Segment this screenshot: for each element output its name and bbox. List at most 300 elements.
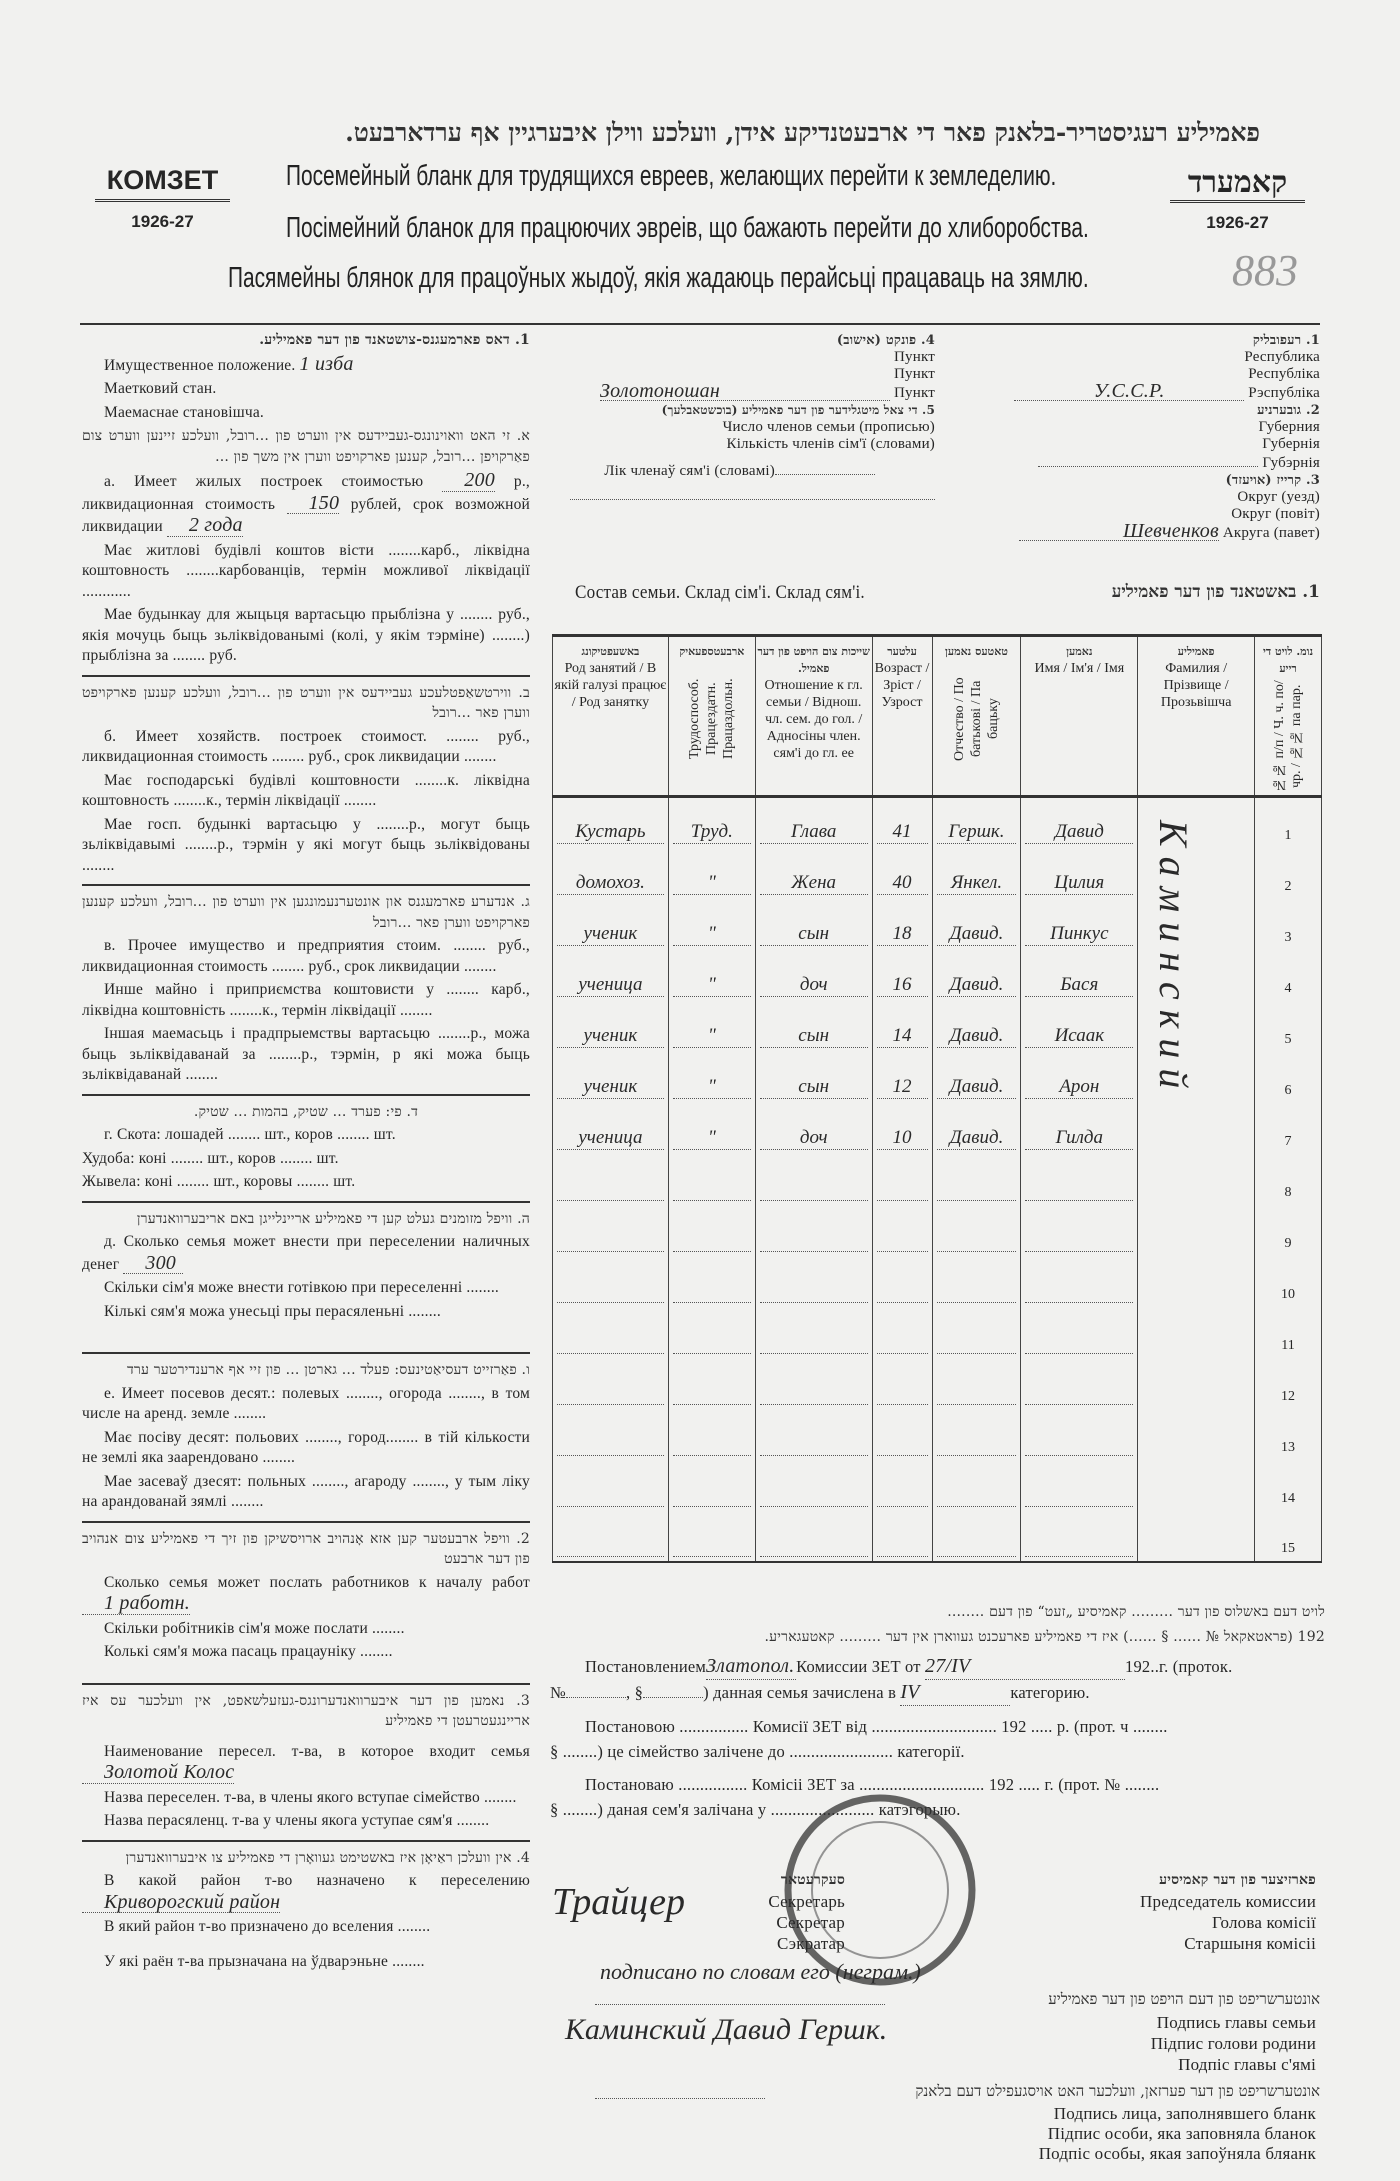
head-label-uk: Підпис голови родини — [1150, 2034, 1316, 2053]
cell-value[interactable] — [673, 1302, 751, 1303]
table-cell — [932, 848, 1021, 899]
head-signature[interactable]: Каминский Давид Гершк. — [565, 2013, 888, 2046]
decision-paragraph-value[interactable] — [643, 1697, 703, 1698]
filler-labels — [900, 2104, 1316, 2164]
row-number: 13 — [1281, 1439, 1296, 1455]
table-cell — [668, 797, 755, 848]
d-ru: г. Скота: лошадей ........ шт., коров ........ шт. — [104, 1126, 396, 1143]
table-row — [553, 1154, 1322, 1205]
head-label-by: Подпіс главы с'ямі — [1178, 2055, 1316, 2074]
cell-value[interactable] — [1025, 1556, 1133, 1557]
table-cell — [1021, 1460, 1138, 1511]
a-term-value[interactable]: 2 года — [167, 515, 243, 537]
chair-labels — [1000, 1870, 1316, 1954]
table-cell — [755, 1358, 872, 1409]
cell-value[interactable] — [557, 1353, 664, 1354]
table-cell — [932, 797, 1021, 848]
cell-value[interactable]: " — [673, 1076, 751, 1099]
table-cell — [1021, 1103, 1138, 1154]
head-signature-line — [595, 2004, 885, 2005]
secretary-labels — [705, 1870, 845, 1954]
table-row — [553, 1001, 1322, 1052]
decision-section: לויט דעם באשלוס פון דער ......... קאמיסיע „זעט“ פון דעם ........ 192 (פראטאקאל № ...... § ......) איז די פאמיליע פארעכנט געווארן אין דער ......... קאטעגאריע. ПостановлениемЗлатопол. Комиссии ЗЕТ от 27/IV 192..г. (проток. № , § ) данная семья зачислена в IV категорию. Постановою ................ Комисії ЗЕТ від ............................. 192 ..... р. (прот. ч ........ § ........) це сімейство залічене до ........................ категорії. Постановаю ................ Комісіі ЗЕТ за ............................. 192 ..... г. (прот. № ........ § ........) даная сем'я залічана у ........................ катэгорыю. — [550, 1600, 1325, 1822]
table-cell — [1021, 797, 1138, 848]
cell-value[interactable]: " — [673, 923, 751, 946]
table-cell — [872, 950, 932, 1001]
cell-value[interactable]: 41 — [877, 821, 928, 844]
table-cell — [932, 1205, 1021, 1256]
members-label-yi: 5. די צאל מיטגלידער פון דער פאמיליע (בוכשטאבלעך) — [661, 403, 935, 417]
a-by: Мае будынкау для жыцьця вартасьцю прыблізна у ........ руб., якія мочуць быць зьліквідованымі (колі, у якім тэрміне) ........) прыблізна за ........ руб. — [82, 606, 530, 664]
cell-value[interactable]: 18 — [877, 923, 928, 946]
org-left: КОМЗЕТ — [95, 165, 230, 202]
table-cell — [872, 1001, 932, 1052]
cell-value[interactable] — [760, 1404, 868, 1405]
cell-value[interactable] — [557, 1506, 664, 1507]
cell-value[interactable] — [937, 1302, 1017, 1303]
cell-value[interactable] — [673, 1506, 751, 1507]
cell-value[interactable] — [937, 1200, 1017, 1201]
table-cell — [1138, 1256, 1255, 1307]
title-belarusian: Пасямейны блянок для працоўных жыдоў, якія жадаюць перайсьці працаваць на зямлю. — [228, 262, 1089, 294]
row-number: 8 — [1284, 1184, 1292, 1200]
table-row — [553, 1103, 1322, 1154]
cell-value[interactable] — [557, 1556, 664, 1557]
cell-value[interactable] — [877, 1404, 928, 1405]
table-cell — [668, 1460, 755, 1511]
column-header-text: Отчество / По батькові / Па бацьку — [951, 677, 1001, 761]
table-cell — [932, 1460, 1021, 1511]
table-cell — [755, 950, 872, 1001]
row-number: 12 — [1281, 1388, 1296, 1404]
cell-value[interactable]: доч — [760, 1127, 868, 1150]
column-header-text: №№ п/п / Ч. ч. по/чр. / №№ па пар. — [1272, 680, 1305, 792]
province-label-uk: Губернія — [1262, 436, 1320, 452]
table-cell — [668, 1256, 755, 1307]
g-yi: 2. וויפל ארבעטער קען אזא אָנהויב ארויסשיקן פון זיך די פאמיליע צום אנהויב פון דער ארבעט — [82, 1530, 530, 1567]
row-number: 3 — [1284, 929, 1292, 945]
province-value[interactable] — [1038, 453, 1258, 467]
table-cell — [1021, 899, 1138, 950]
table-cell — [553, 1358, 669, 1409]
decision-ru-text: категорию. — [1010, 1683, 1090, 1702]
district-label-uk: Округ (повіт) — [1231, 506, 1320, 522]
table-cell — [1021, 1511, 1138, 1562]
table-cell — [872, 1205, 932, 1256]
header-divider — [80, 323, 1320, 325]
cell-value[interactable]: ученик — [557, 1025, 664, 1048]
location-republic-province-district — [960, 332, 1320, 542]
cell-value[interactable] — [557, 1302, 664, 1303]
cell-value[interactable] — [673, 1200, 751, 1201]
secretary-label-ru: Секретарь — [768, 1892, 845, 1911]
point-label-by: Пункт — [893, 385, 935, 401]
column-header — [932, 636, 1021, 797]
i-ru: В какой район т-во назначено к переселению — [104, 1872, 530, 1889]
cell-value[interactable] — [937, 1506, 1017, 1507]
column-header-yi: עלטער — [887, 645, 917, 658]
cell-value[interactable] — [877, 1506, 928, 1507]
cell-value[interactable]: Гилда — [1025, 1127, 1133, 1150]
table-cell — [932, 1358, 1021, 1409]
column-header — [1138, 636, 1255, 797]
location-point-members — [560, 332, 935, 500]
family-heading-yi: 1. באשטאנד פון דער פאמיליע — [1111, 582, 1320, 602]
column-header-text: Фамилия / Прізвище / Прозьвішча — [1160, 661, 1232, 710]
column-header — [553, 636, 669, 797]
column-header-yi: נאמען — [1066, 645, 1093, 658]
table-cell — [755, 1256, 872, 1307]
cell-value[interactable] — [1025, 1302, 1133, 1303]
cell-value[interactable] — [673, 1353, 751, 1354]
cell-value[interactable] — [557, 1251, 664, 1252]
table-cell — [1255, 1409, 1322, 1460]
table-cell — [755, 899, 872, 950]
cell-value[interactable] — [937, 1404, 1017, 1405]
decision-protocol-value[interactable] — [566, 1697, 626, 1698]
table-cell — [1255, 1205, 1322, 1256]
table-cell — [1255, 1154, 1322, 1205]
cell-value[interactable]: Бася — [1025, 974, 1133, 997]
cell-value[interactable] — [1025, 1404, 1133, 1405]
table-cell — [1021, 848, 1138, 899]
table-cell — [553, 1205, 669, 1256]
f-yi: ו. פאַרזייט דעסיאַטינעס: פעלד ... גארטן ... פון זיי אף ארענדירטער ערד — [126, 1362, 530, 1378]
cell-value[interactable]: Исаак — [1025, 1025, 1133, 1048]
secretary-label-by: Сэкратар — [777, 1934, 845, 1953]
table-cell — [1138, 1307, 1255, 1358]
komzet-logo — [95, 165, 230, 232]
a-liquidation-value[interactable]: 150 — [287, 493, 340, 515]
s1-value[interactable]: 1 изба — [299, 352, 354, 375]
property-section — [82, 330, 530, 1975]
table-cell — [755, 848, 872, 899]
table-cell — [755, 1103, 872, 1154]
cell-value[interactable]: сын — [760, 1025, 868, 1048]
members-value-line — [570, 492, 935, 500]
row-number: 7 — [1284, 1133, 1292, 1149]
decision-date-value[interactable]: 27/IV — [925, 1654, 1125, 1680]
row-number: 14 — [1281, 1490, 1296, 1506]
cell-value[interactable]: сын — [760, 923, 868, 946]
cell-value[interactable] — [673, 1404, 751, 1405]
table-cell — [1021, 1307, 1138, 1358]
a-cost-value[interactable]: 200 — [442, 470, 495, 492]
column-header-yi: נומ. לויט די רייע — [1263, 645, 1314, 675]
head-note: подписано по словам его (неграм.) — [600, 1959, 921, 1984]
column-header-yi: פאמיליע — [1177, 645, 1215, 658]
h-uk: Назва переселен. т-ва, в члены якого вступае сімейство ........ — [104, 1788, 517, 1806]
table-row — [553, 1460, 1322, 1511]
cell-value[interactable] — [1025, 1251, 1133, 1252]
cell-value[interactable]: 40 — [877, 872, 928, 895]
row-number: 9 — [1284, 1235, 1292, 1251]
cell-value[interactable] — [877, 1200, 928, 1201]
table-cell — [1138, 1358, 1255, 1409]
decision-ru-text: ) данная семья зачислена в — [703, 1683, 897, 1702]
secretary-signature: Трайцер — [552, 1881, 685, 1923]
h-society-value[interactable]: Золотой Колос — [82, 1762, 234, 1784]
table-row — [553, 950, 1322, 1001]
table-cell — [932, 1001, 1021, 1052]
title-ukrainian: Посімейний бланок для працюючих эвреів, що бажають перейти до хлиборобства. — [286, 212, 1089, 244]
head-label-ru: Подпись главы семьи — [1156, 2013, 1316, 2032]
table-cell — [755, 1307, 872, 1358]
cell-value[interactable]: Труд. — [673, 821, 751, 844]
cell-value[interactable] — [877, 1455, 928, 1456]
cell-value[interactable]: Давид. — [937, 1025, 1017, 1048]
family-heading: Состав семьи. Склад сім'і. Склад сям'і. — [575, 582, 865, 603]
g-workers-value[interactable]: 1 работн. — [82, 1593, 190, 1615]
table-cell — [1021, 1052, 1138, 1103]
cell-value[interactable] — [673, 1556, 751, 1557]
cell-value[interactable]: Жена — [760, 872, 868, 895]
cell-value[interactable] — [760, 1251, 868, 1252]
s1-label-uk: Маетковий стан. — [104, 380, 217, 397]
g-ru: Сколько семья может послать работников к началу работ — [104, 1573, 530, 1591]
cell-value[interactable] — [557, 1455, 664, 1456]
table-cell — [1138, 1511, 1255, 1562]
family-surname[interactable]: Каминский — [1151, 820, 1196, 1099]
table-cell — [932, 1052, 1021, 1103]
table-cell — [1138, 1103, 1255, 1154]
members-value[interactable] — [775, 474, 875, 475]
title-russian: Посемейный бланк для трудящихся евреев, желающих перейти к земледелию. — [286, 160, 1057, 192]
row-number: 6 — [1284, 1082, 1292, 1098]
republic-value[interactable]: У.С.С.Р. — [1014, 383, 1244, 401]
decision-yi-2: 192 (פראטאקאל № ...... § ......) איז די פאמיליע פארעכנט געווארן אין דער ......... קאטעגאריע. — [764, 1629, 1325, 1645]
table-cell — [553, 848, 669, 899]
b-ru: б. Имеет хозяйств. построек стоимост. ........ руб., ликвидационная стоимость ........ руб., срок ликвидации ........ — [82, 727, 530, 765]
cell-value[interactable]: Давид. — [937, 923, 1017, 946]
cell-value[interactable]: " — [673, 872, 751, 895]
cell-value[interactable] — [877, 1251, 928, 1252]
cell-value[interactable]: Арон — [1025, 1076, 1133, 1099]
cell-value[interactable] — [877, 1302, 928, 1303]
table-cell — [553, 1409, 669, 1460]
cell-value[interactable] — [877, 1556, 928, 1557]
cell-value[interactable]: домохоз. — [557, 872, 664, 895]
table-cell — [1255, 1001, 1322, 1052]
cell-value[interactable]: " — [673, 1025, 751, 1048]
table-cell — [932, 899, 1021, 950]
secretary-label-yi: סעקרעטאר — [780, 1872, 845, 1888]
point-label-ru: Пункт — [893, 349, 935, 365]
org-right: קאמערד — [1170, 165, 1305, 203]
cell-value[interactable] — [760, 1556, 868, 1557]
i-uk: В який район т-во призначено до вселения ........ — [104, 1918, 431, 1935]
family-table — [552, 634, 1322, 1563]
column-header — [1255, 636, 1322, 797]
cell-value[interactable]: Давид. — [937, 1127, 1017, 1150]
cell-value[interactable]: ученик — [557, 1076, 664, 1099]
cell-value[interactable] — [760, 1200, 868, 1201]
table-row — [553, 848, 1322, 899]
h-ru: Наименование пересел. т-ва, в которое входит семья — [104, 1742, 530, 1760]
cell-value[interactable]: " — [673, 1127, 751, 1150]
cell-value[interactable] — [1025, 1455, 1133, 1456]
cell-value[interactable] — [1025, 1353, 1133, 1354]
cell-value[interactable]: ученица — [557, 974, 664, 997]
table-row — [553, 1307, 1322, 1358]
decision-by-2: § ........) даная сем'я залічана у ........................ катэгорыю. — [550, 1800, 961, 1819]
cell-value[interactable]: Давид — [1025, 821, 1133, 844]
table-row — [553, 797, 1322, 848]
table-cell — [1255, 1307, 1322, 1358]
table-cell — [668, 1511, 755, 1562]
table-cell — [1138, 1460, 1255, 1511]
e-ru: д. Сколько семья может внести при переселении наличных денег — [82, 1233, 530, 1273]
chair-label-by: Старшыня комісіі — [1184, 1934, 1316, 1953]
cell-value[interactable] — [937, 1455, 1017, 1456]
members-label-by: Лік членаў сям'і (словамі) — [604, 463, 775, 479]
a-yi: א. זי האט וואוינונגס-געביידעס אין ווערט פון ...רובל, וועלכע זיינען ווערט צום פאַרקויפן ...רובל, קענען פארקויפט ווערן אין משך פון ... — [82, 428, 530, 465]
table-cell — [755, 1511, 872, 1562]
table-cell — [932, 1409, 1021, 1460]
b-by: Мае госп. будынкі вартасьцю у ........р., могут быць зьліквідавымі ........р., тэрмін у які могут быць зьліквідованы ........ — [82, 815, 530, 874]
d-by: Жывела: коні ........ шт., коровы ........ шт. — [82, 1173, 356, 1190]
table-cell — [1255, 899, 1322, 950]
table-cell — [932, 1307, 1021, 1358]
cell-value[interactable] — [877, 1353, 928, 1354]
cell-value[interactable] — [937, 1353, 1017, 1354]
decision-commission-value[interactable]: Златопол. — [706, 1654, 796, 1680]
table-row — [553, 1409, 1322, 1460]
cell-value[interactable] — [760, 1302, 868, 1303]
table-cell — [1255, 1103, 1322, 1154]
table-cell — [872, 797, 932, 848]
table-cell — [932, 1256, 1021, 1307]
decision-by-1: Постановаю ................ Комісіі ЗЕТ за ............................. 192 ..... г. (прот. № ........ — [585, 1775, 1160, 1794]
cell-value[interactable]: Янкел. — [937, 872, 1017, 895]
cell-value[interactable] — [673, 1455, 751, 1456]
cell-value[interactable]: 10 — [877, 1127, 928, 1150]
table-cell — [1021, 1256, 1138, 1307]
cell-value[interactable] — [760, 1506, 868, 1507]
table-cell — [755, 1001, 872, 1052]
head-label-yi: אונטערשריפט פון דעם הויפט פון דער פאמיליע — [1048, 1990, 1320, 2008]
d-uk: Худоба: коні ........ шт., коров ........ шт. — [82, 1149, 339, 1167]
cell-value[interactable]: Кустарь — [557, 821, 664, 844]
table-cell — [553, 1001, 669, 1052]
decision-ru-text: § — [634, 1683, 644, 1702]
decision-ru-text: Постановлением — [585, 1657, 707, 1676]
district-label-ru: Округ (уезд) — [1237, 489, 1320, 505]
cell-value[interactable]: 16 — [877, 974, 928, 997]
i-district-value[interactable]: Криворогский район — [82, 1892, 280, 1914]
cell-value[interactable] — [673, 1251, 751, 1252]
cell-value[interactable]: Цилия — [1025, 872, 1133, 895]
cell-value[interactable] — [1025, 1506, 1133, 1507]
table-cell — [872, 848, 932, 899]
decision-yi-1: לויט דעם באשלוס פון דער ......... קאמיסיע „זעט“ פון דעם ........ — [947, 1604, 1325, 1620]
column-header-yi: שייכות צום הויפט פון דער פאמיל. — [757, 645, 870, 675]
s1-label-by: Маемаснае становішча. — [104, 403, 265, 421]
f-by: Мае засеваў дзесят: польных ........, агароду ........, у тым ліку на арандованай зямлі ........ — [82, 1472, 530, 1510]
cell-value[interactable] — [760, 1353, 868, 1354]
cell-value[interactable]: 14 — [877, 1025, 928, 1048]
table-cell — [668, 1205, 755, 1256]
table-cell — [1021, 1154, 1138, 1205]
cell-value[interactable] — [557, 1200, 664, 1201]
i-by: У які раён т-ва прызначана на ўдварэньне ........ — [104, 1952, 425, 1970]
table-cell — [668, 1154, 755, 1205]
cell-value[interactable]: Гершк. — [937, 821, 1017, 844]
decision-category-value[interactable]: IV — [900, 1680, 1010, 1706]
table-cell — [872, 1460, 932, 1511]
cell-value[interactable]: Давид. — [937, 974, 1017, 997]
district-value[interactable]: Шевченков — [1019, 523, 1219, 541]
filler-signature-line[interactable] — [595, 2098, 765, 2099]
cell-value[interactable]: ученица — [557, 1127, 664, 1150]
table-cell — [755, 1409, 872, 1460]
cell-value[interactable] — [557, 1404, 664, 1405]
column-header-text: Трудоспособ. Працездатн. Працаздольн. — [687, 678, 737, 760]
table-cell — [668, 848, 755, 899]
table-row — [553, 1205, 1322, 1256]
h-by: Назва перасяленц. т-ва у члены якога уступае сям'я ........ — [104, 1812, 490, 1829]
column-header — [872, 636, 932, 797]
table-cell — [755, 1052, 872, 1103]
cell-value[interactable]: сын — [760, 1076, 868, 1099]
table-cell — [1021, 1358, 1138, 1409]
row-number: 2 — [1284, 878, 1292, 894]
row-number: 5 — [1284, 1031, 1292, 1047]
cell-value[interactable] — [760, 1455, 868, 1456]
cell-value[interactable] — [1025, 1200, 1133, 1201]
decision-ru-text: г. (проток. — [1159, 1657, 1233, 1676]
chair-label-uk: Голова комісії — [1211, 1913, 1316, 1932]
table-cell — [553, 1511, 669, 1562]
cell-value[interactable]: доч — [760, 974, 868, 997]
table-cell — [872, 1103, 932, 1154]
e-uk: Скільки сім'я може внести готівкою при переселенні ........ — [104, 1279, 500, 1296]
year-right: 1926-27 — [1206, 213, 1269, 232]
table-cell — [872, 899, 932, 950]
cell-value[interactable] — [937, 1556, 1017, 1557]
c-ru: в. Прочее имущество и предприятия стоим. ........ руб., ликвидационная стоимость ........ руб., срок ликвидации ........ — [82, 937, 530, 975]
cell-value[interactable]: " — [673, 974, 751, 997]
province-label-ru: Губерния — [1258, 419, 1320, 435]
table-cell — [668, 1409, 755, 1460]
cell-value[interactable]: Глава — [760, 821, 868, 844]
cell-value[interactable]: ученик — [557, 923, 664, 946]
cell-value[interactable]: 12 — [877, 1076, 928, 1099]
district-label-yi: 3. קרייז (אויעזד) — [1225, 473, 1320, 488]
filler-label-uk: Підпис особи, яка заповняла бланок — [1047, 2124, 1316, 2143]
filler-label-ru: Подпись лица, заполнявшего бланк — [1053, 2104, 1316, 2123]
column-header — [668, 636, 755, 797]
e-cash-value[interactable]: 300 — [123, 1253, 183, 1275]
f-uk: Має посіву десят: польових ........, город........ в тій кількости не землі яка заарендовано ........ — [82, 1428, 530, 1466]
d-yi: ד. פי: פערד ... שטיק, בהמות ... שטיק. — [193, 1103, 419, 1120]
row-number: 15 — [1281, 1540, 1296, 1556]
column-header-yi: טאטעס נאמען — [945, 645, 1008, 658]
table-row — [553, 1256, 1322, 1307]
table-cell — [1255, 1511, 1322, 1562]
point-value[interactable]: Золотоношан — [600, 383, 890, 401]
cell-value[interactable] — [937, 1251, 1017, 1252]
cell-value[interactable]: Пинкус — [1025, 923, 1133, 946]
cell-value[interactable]: Давид. — [937, 1076, 1017, 1099]
filler-label-by: Подпіс особы, якая запоўняла бляанк — [1038, 2144, 1316, 2163]
f-ru: е. Имеет посевов десят.: полевых ........, огорода ........, в том числе на аренд. земле ........ — [82, 1384, 530, 1422]
republic-label-by: Рэспубліка — [1248, 385, 1320, 401]
c-by: Іншая маемасьць і прадпрыемствы вартасьцю ........р., можа быць зьліквідаванай за ........р., тэрмін, р які можа быць зьліквідаванай ........ — [82, 1025, 530, 1083]
table-cell — [1255, 848, 1322, 899]
column-header-yi: ארבעטספעאיק — [679, 645, 745, 658]
table-cell — [932, 1154, 1021, 1205]
